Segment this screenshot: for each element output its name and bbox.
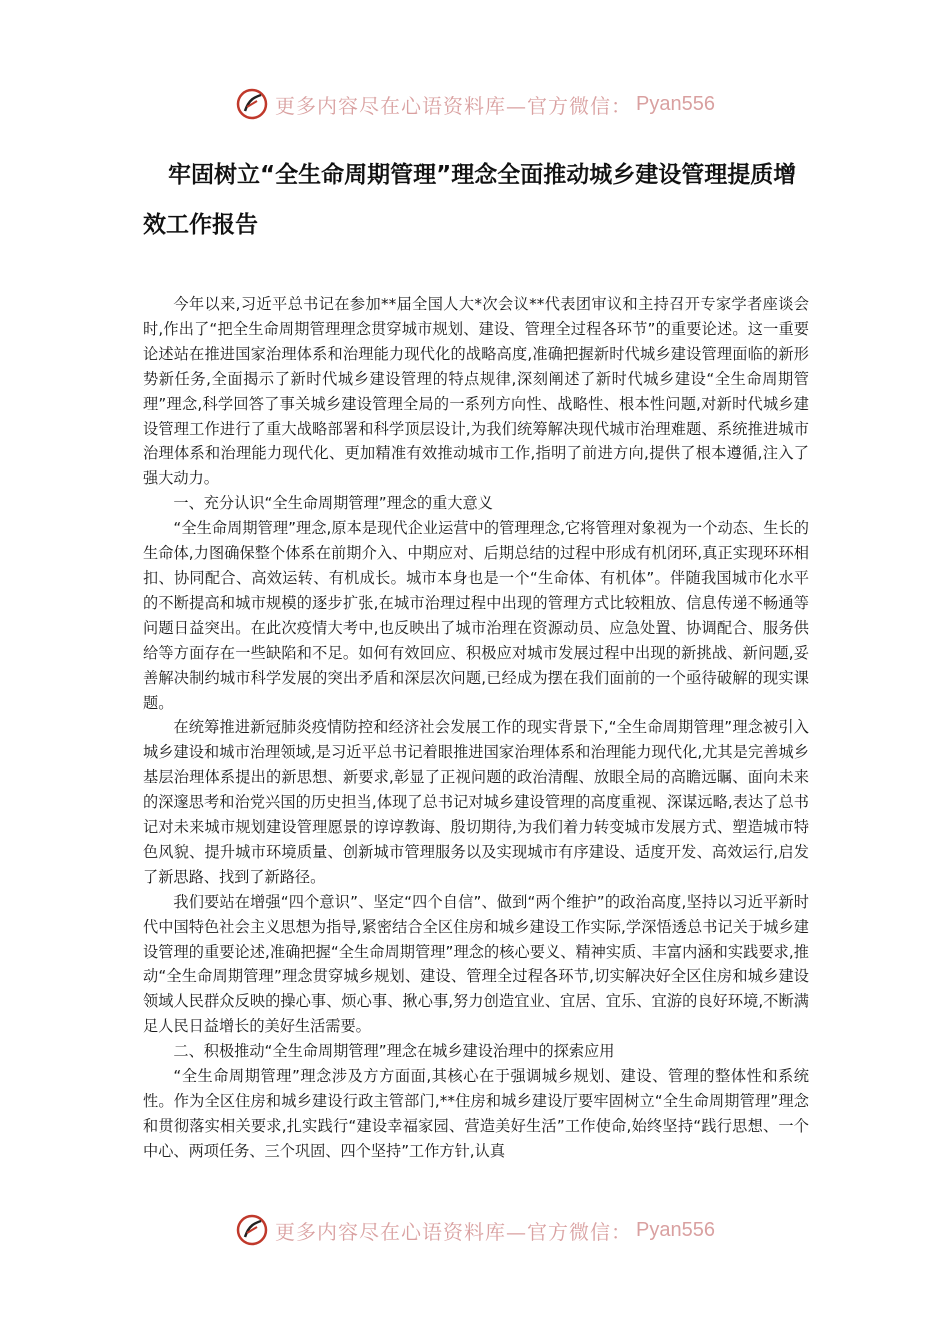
section-heading: 二、积极推动“全生命周期管理”理念在城乡建设治理中的探索应用 <box>173 1042 615 1061</box>
paragraph: 今年以来,习近平总书记在参加**届全国人大*次会议**代表团审议和主持召开专家学者座谈会时,作出了“把全生命周期管理理念贯穿城市规划、建设、管理全过程各环节”的重要论述。这一重要论述站在推进国家治理体系和治理能力现代化的战略高度,准确把握新时代城乡建设管理面临的新形势新任务,全面揭示了新时代城乡建设管理的特点规律,深刻阐述了新时代城乡建设“全生命周期管理”理念,科学回答了事关城乡建设管理全局的一系列方向性、战略性、根本性问题,对新时代城乡建设管理工作进行了重大战略部署和科学顶层设计,为我们统筹解决现代城市治理难题、系统推进城市治理体系和治理能力现代化、更加精准有效推动城市工作,指明了前进方向,提供了根本遵循,注入了强大动力。 <box>143 295 809 488</box>
section-heading: 一、充分认识“全生命周期管理”理念的重大意义 <box>173 494 493 513</box>
document-body <box>143 292 809 1164</box>
paragraph: 我们要站在增强“四个意识”、坚定“四个自信”、做到“两个维护”的政治高度,坚持以习近平新时代中国特色社会主义思想为指导,紧密结合全区住房和城乡建设工作实际,学深悟透总书记关于城乡建设管理的重要论述,准确把握“全生命周期管理”理念的核心要义、精神实质、丰富内涵和实践要求,推动“全生命周期管理”理念贯穿城乡规划、建设、管理全过程各环节,切实解决好全区住房和城乡建设领域人民群众反映的操心事、烦心事、揪心事,努力创造宜业、宜居、宜乐、宜游的良好环境,不断满足人民日益增长的美好生活需要。 <box>143 892 809 1036</box>
watermark-id: Pyan556 <box>636 1218 715 1241</box>
logo-icon <box>235 87 269 121</box>
watermark-banner-bottom <box>0 1210 950 1250</box>
watermark-text: 更多内容尽在心语资料库—官方微信： <box>275 93 633 118</box>
paragraph: “全生命周期管理”理念涉及方方面面,其核心在于强调城乡规划、建设、管理的整体性和系统性。作为全区住房和城乡建设行政主管部门,**住房和城乡建设厅要牢固树立“全生命周期管理”理念和贯彻落实相关要求,扎实践行“建设幸福家园、营造美好生活”工作使命,始终坚持“践行思想、一个中心、两项任务、三个巩固、四个坚持”工作方针,认真 <box>143 1067 809 1160</box>
watermark-banner-top <box>0 84 950 124</box>
paragraph: “全生命周期管理”理念,原本是现代企业运营中的管理理念,它将管理对象视为一个动态、生长的生命体,力图确保整个体系在前期介入、中期应对、后期总结的过程中形成有机闭环,真正实现环环相扣、协同配合、高效运转、有机成长。城市本身也是一个“生命体、有机体”。伴随我国城市化水平的不断提高和城市规模的逐步扩张,在城市治理过程中出现的管理方式比较粗放、信息传递不畅通等问题日益突出。在此次疫情大考中,也反映出了城市治理在资源动员、应急处置、协调配合、服务供给等方面存在一些缺陷和不足。如何有效回应、积极应对城市发展过程中出现的新挑战、新问题,妥善解决制约城市科学发展的突出矛盾和深层次问题,已经成为摆在我们面前的一个亟待破解的现实课题。 <box>143 519 809 712</box>
watermark-text: 更多内容尽在心语资料库—官方微信： <box>275 1219 633 1244</box>
document-title: 牢固树立“全生命周期管理”理念全面推动城乡建设管理提质增效工作报告 <box>143 162 797 238</box>
paragraph: 在统筹推进新冠肺炎疫情防控和经济社会发展工作的现实背景下,“全生命周期管理”理念被引入城乡建设和城市治理领域,是习近平总书记着眼推进国家治理体系和治理能力现代化,尤其是完善城乡基层治理体系提出的新思想、新要求,彰显了正视问题的政治清醒、放眼全局的高瞻远瞩、面向未来的深邃思考和治党兴国的历史担当,体现了总书记对城乡建设管理的高度重视、深谋远略,表达了总书记对未来城市规划建设管理愿景的谆谆教诲、殷切期待,为我们着力转变城市发展方式、塑造城市特色风貌、提升城市环境质量、创新城市管理服务以及实现城市有序建设、适度开发、高效运行,启发了新思路、找到了新路径。 <box>143 718 809 886</box>
logo-icon <box>235 1213 269 1247</box>
watermark-id: Pyan556 <box>636 92 715 115</box>
